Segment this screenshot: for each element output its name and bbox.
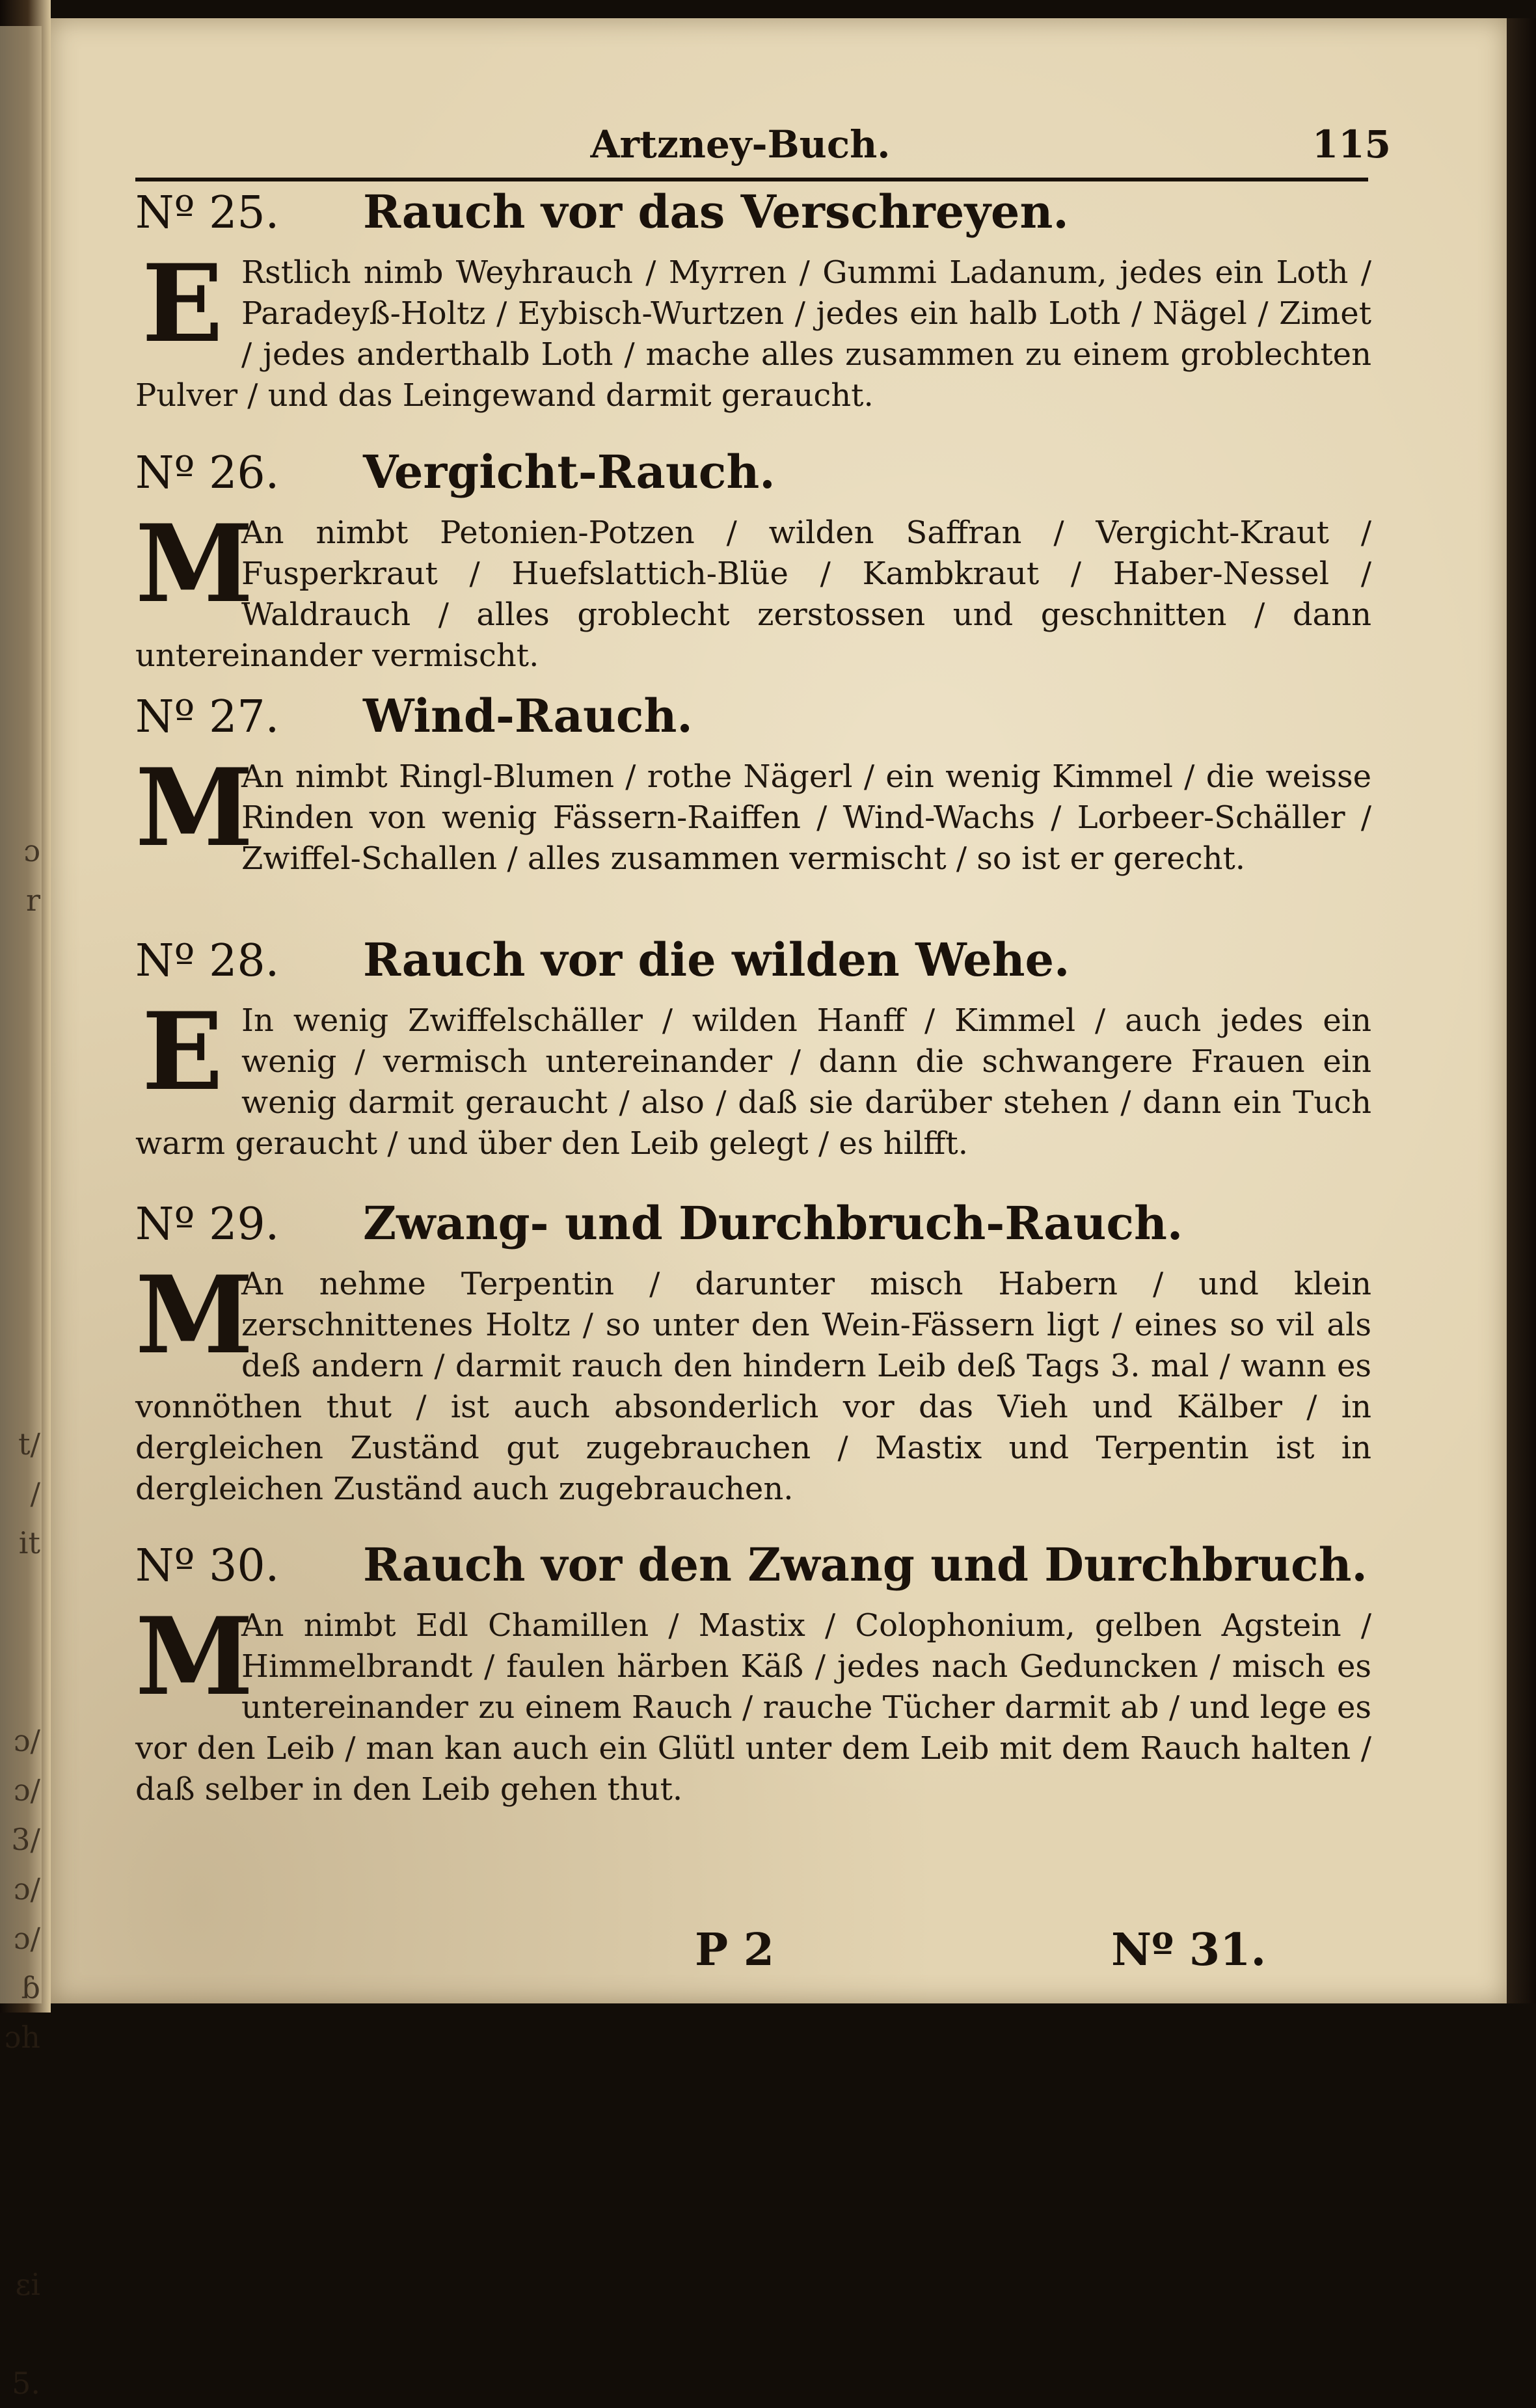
- recipe-title: Rauch vor die wilden Wehe.: [363, 933, 1070, 987]
- recipe-number: Nº 28.: [135, 935, 280, 987]
- facing-page-fragment: ɔ r t/ / it ɔ/ ɔ/ 3/ ɔ/ ɔ/ ɓ ɔh ɛi 5.: [4, 833, 40, 2401]
- recipe-entry: [135, 1196, 1371, 1540]
- recipe-text: Rstlich nimb Weyhrauch / Myrren / Gummi Ladanum, jedes ein Loth / Paradeyß-Holtz / Eybisch-Wurtzen / jedes ein halb Loth / Nägel / Zimet / jedes anderthalb Loth / mache alles zusammen zu einem groblechten Pulver / und das Leingewand darmit geraucht.: [135, 254, 1371, 414]
- recipe-heading: [135, 1540, 1371, 1605]
- header-rule: [135, 178, 1368, 181]
- recipe-body: [135, 1594, 1371, 1810]
- running-header: [51, 122, 1507, 174]
- recipe-number: Nº 25.: [135, 187, 280, 239]
- running-title: Artzney-Buch.: [590, 122, 891, 167]
- recipe-heading: [135, 445, 1371, 513]
- recipe-number: Nº 27.: [135, 691, 280, 743]
- recipe-entry: [135, 691, 1371, 935]
- recipe-text: An nehme Terpentin / darunter misch Habern / und klein zerschnittenes Holtz / so unter den Wein-Fässern ligt / eines so vil als deß andern / darmit rauch den hindern Leib deß Tags 3. mal / wann es vonnöthen thut / ist auch absonderlich vor das Vieh und Kälber / in dergleichen Zuständ gut zugebrauchen / Mastix und Terpentin ist in dergleichen Zuständ auch zugebrauchen.: [135, 1266, 1371, 1507]
- recipe-title: Rauch vor den Zwang und Durchbruch.: [363, 1538, 1368, 1592]
- binding-gutter: [0, 0, 51, 2401]
- recipe-entry: [135, 935, 1371, 1199]
- drop-cap-initial: M: [135, 501, 254, 626]
- recipe-title: Rauch vor das Verschreyen.: [363, 185, 1069, 239]
- recipe-list: [135, 187, 1371, 1839]
- recipe-heading: [135, 935, 1371, 1000]
- recipe-text: An nimbt Ringl-Blumen / rothe Nägerl / ein wenig Kimmel / die weisse Rinden von wenig Fässern-Raiffen / Wind-Wachs / Lorbeer-Schäller / Zwiffel-Schallen / alles zusammen vermischt / so ist er gerecht.: [241, 758, 1371, 877]
- recipe-heading: [135, 691, 1371, 756]
- page-number: 115: [1312, 122, 1391, 167]
- page-edge-shadow: [1507, 18, 1536, 2003]
- book-page: [51, 18, 1507, 2003]
- recipe-body: [135, 241, 1371, 416]
- recipe-text: An nimbt Edl Chamillen / Mastix / Colophonium, gelben Agstein / Himmelbrandt / faulen härben Käß / jedes nach Geduncken / misch es untereinander zu einem Rauch / rauche Tücher darmit ab / und lege es vor den Leib / man kan auch ein Glütl unter dem Leib mit dem Rauch halten / daß selber in den Leib gehen thut.: [135, 1607, 1371, 1808]
- recipe-heading: [135, 1196, 1371, 1264]
- recipe-number: Nº 26.: [135, 448, 280, 499]
- drop-cap-initial: E: [141, 241, 223, 366]
- recipe-text: In wenig Zwiffelschäller / wilden Hanff / Kimmel / auch jedes ein wenig / vermisch untereinander / dann die schwangere Frauen ein wenig darmit geraucht / also / daß sie darüber stehen / dann ein Tuch warm geraucht / und über den Leib gelegt / es hilfft.: [135, 1002, 1371, 1162]
- recipe-title: Zwang- und Durchbruch-Rauch.: [363, 1196, 1183, 1250]
- catchword: Nº 31.: [1111, 1924, 1267, 1976]
- recipe-body: [135, 1252, 1371, 1510]
- recipe-text: An nimbt Petonien-Potzen / wilden Saffran / Vergicht-Kraut / Fusperkraut / Huefslattich-Blüe / Kambkraut / Haber-Nessel / Waldrauch / alles groblecht zerstossen und geschnitten / dann untereinander vermischt.: [135, 515, 1371, 674]
- drop-cap-initial: M: [135, 745, 254, 870]
- recipe-number: Nº 29.: [135, 1199, 280, 1250]
- recipe-body: [135, 501, 1371, 676]
- page-footer: [51, 1924, 1507, 1996]
- recipe-entry: [135, 1540, 1371, 1839]
- recipe-body: [135, 745, 1371, 913]
- drop-cap-initial: E: [141, 989, 223, 1114]
- drop-cap-initial: M: [135, 1252, 254, 1378]
- recipe-heading: [135, 187, 1371, 252]
- drop-cap-initial: M: [135, 1594, 254, 1719]
- recipe-title: Wind-Rauch.: [363, 689, 693, 743]
- recipe-number: Nº 30.: [135, 1540, 280, 1592]
- recipe-entry: [135, 445, 1371, 691]
- signature-mark: P 2: [695, 1924, 775, 1976]
- recipe-body: [135, 989, 1371, 1164]
- recipe-entry: [135, 187, 1371, 448]
- recipe-title: Vergicht-Rauch.: [363, 445, 775, 499]
